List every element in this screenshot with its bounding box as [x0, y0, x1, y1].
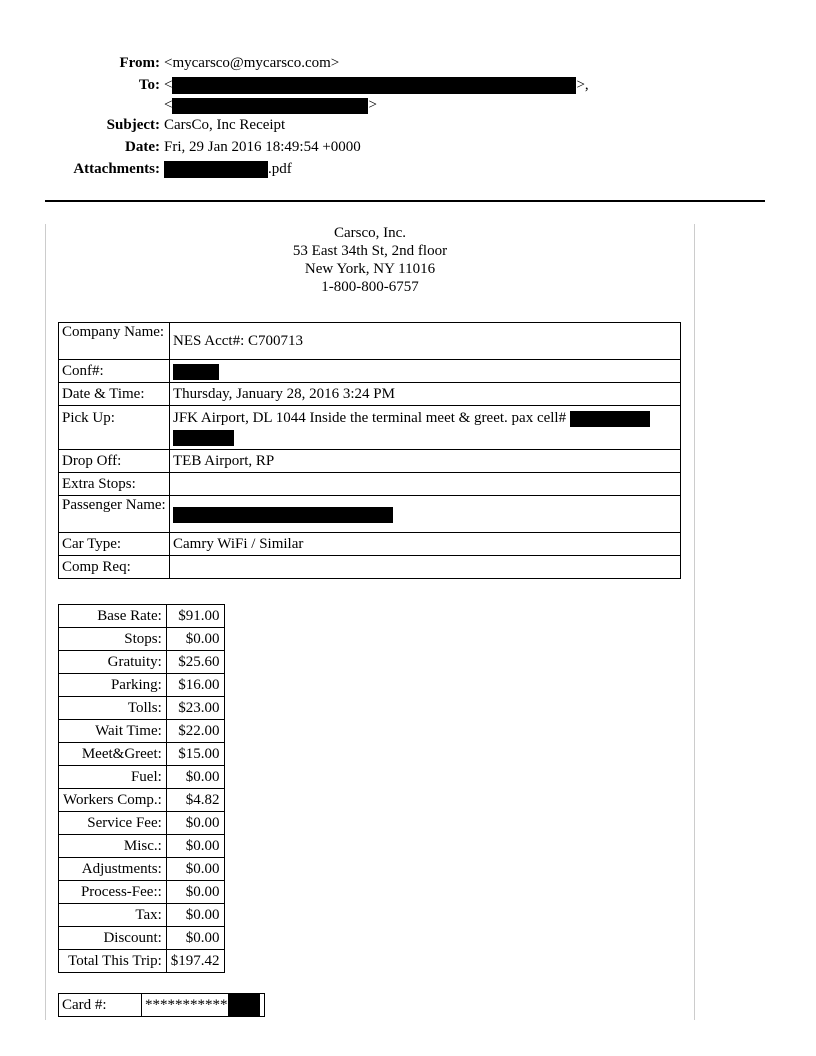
charge-value: $0.00 — [166, 835, 224, 858]
charge-label: Discount: — [59, 927, 167, 950]
subject-value: CarsCo, Inc Receipt — [164, 117, 286, 133]
table-row — [59, 766, 225, 789]
charge-label: Misc.: — [59, 835, 167, 858]
redaction-block — [173, 507, 393, 523]
table-row — [59, 697, 225, 720]
table-row — [59, 674, 225, 697]
table-row — [59, 628, 225, 651]
charge-label: Meet&Greet: — [59, 743, 167, 766]
charge-label: Gratuity: — [59, 651, 167, 674]
company-block — [46, 224, 694, 296]
redaction-block — [228, 994, 260, 1016]
charge-value: $22.00 — [166, 720, 224, 743]
charges-table — [58, 604, 225, 973]
charge-label: Wait Time: — [59, 720, 167, 743]
extrastops-label: Extra Stops: — [59, 473, 170, 496]
subject-label: Subject: — [106, 117, 160, 133]
attachments-label: Attachments: — [73, 161, 160, 177]
extrastops-value — [170, 473, 681, 496]
attachment-ext: .pdf — [268, 161, 292, 177]
charge-value: $0.00 — [166, 812, 224, 835]
dropoff-value: TEB Airport, RP — [170, 450, 681, 473]
table-row — [59, 383, 681, 406]
charge-label: Tax: — [59, 904, 167, 927]
table-row — [59, 556, 681, 579]
charge-value: $197.42 — [166, 950, 224, 973]
datetime-label: Date & Time: — [59, 383, 170, 406]
to-row — [0, 74, 816, 96]
pickup-text: JFK Airport, DL 1044 Inside the terminal meet & greet. pax cell# — [173, 410, 567, 426]
cartype-label: Car Type: — [59, 533, 170, 556]
table-row — [59, 904, 225, 927]
redaction-block — [164, 161, 268, 178]
charge-value: $0.00 — [166, 628, 224, 651]
conf-label: Conf#: — [59, 360, 170, 383]
charge-label: Tolls: — [59, 697, 167, 720]
header-divider — [45, 200, 765, 202]
table-row — [59, 406, 681, 450]
redaction-block — [173, 364, 219, 380]
table-row — [59, 605, 225, 628]
table-row — [59, 927, 225, 950]
table-row — [59, 720, 225, 743]
to-label: To: — [138, 77, 160, 93]
subject-row — [0, 114, 816, 136]
table-row — [59, 789, 225, 812]
charge-value: $0.00 — [166, 904, 224, 927]
compreq-label: Comp Req: — [59, 556, 170, 579]
charge-value: $91.00 — [166, 605, 224, 628]
company-name: Carsco, Inc. — [333, 225, 407, 241]
attachments-row — [0, 158, 816, 180]
passenger-label: Passenger Name: — [59, 496, 170, 533]
charge-value: $0.00 — [166, 766, 224, 789]
card-table — [58, 993, 265, 1017]
passenger-value — [170, 496, 681, 533]
charge-value: $25.60 — [166, 651, 224, 674]
from-row — [0, 52, 816, 74]
from-label: From: — [119, 55, 160, 71]
trip-info-table — [58, 322, 681, 579]
table-row — [59, 881, 225, 904]
company-address-line-2: New York, NY 11016 — [304, 261, 436, 277]
redaction-block — [172, 77, 576, 94]
table-row — [59, 473, 681, 496]
table-row — [59, 651, 225, 674]
charge-value: $23.00 — [166, 697, 224, 720]
charge-value: $0.00 — [166, 927, 224, 950]
to-row-2 — [0, 96, 816, 114]
charge-value: $4.82 — [166, 789, 224, 812]
charge-value: $0.00 — [166, 858, 224, 881]
charge-value: $15.00 — [166, 743, 224, 766]
table-row — [59, 450, 681, 473]
from-value[interactable]: <mycarsco@mycarsco.com> — [164, 55, 340, 71]
company-name-label: Company Name: — [59, 323, 170, 360]
dropoff-label: Drop Off: — [59, 450, 170, 473]
attachment-link[interactable] — [164, 158, 292, 180]
company-name-value: NES Acct#: C700713 — [170, 323, 681, 360]
date-value: Fri, 29 Jan 2016 18:49:54 +0000 — [164, 139, 361, 155]
content-border-right — [694, 224, 695, 1020]
redaction-block — [570, 411, 650, 427]
card-masked: *********** — [145, 997, 228, 1013]
charge-value: $16.00 — [166, 674, 224, 697]
table-row — [59, 323, 681, 360]
pickup-label: Pick Up: — [59, 406, 170, 450]
content-border-left — [45, 224, 46, 1020]
table-row — [59, 950, 225, 973]
table-row — [59, 994, 265, 1017]
charge-label: Service Fee: — [59, 812, 167, 835]
to-close: >, — [576, 77, 589, 93]
table-row — [59, 858, 225, 881]
compreq-value — [170, 556, 681, 579]
date-label: Date: — [125, 139, 160, 155]
company-address-line-1: 53 East 34th St, 2nd floor — [292, 243, 448, 259]
to-value — [164, 74, 589, 96]
pickup-value — [170, 406, 681, 450]
card-label: Card #: — [59, 994, 142, 1017]
card-value — [142, 994, 265, 1017]
to2-close: > — [368, 97, 377, 113]
table-row — [59, 812, 225, 835]
to-open: < — [164, 77, 173, 93]
charge-label: Workers Comp.: — [59, 789, 167, 812]
table-row — [59, 496, 681, 533]
table-row — [59, 533, 681, 556]
charge-label: Process-Fee:: — [59, 881, 167, 904]
charge-label: Stops: — [59, 628, 167, 651]
charge-label: Parking: — [59, 674, 167, 697]
charge-label: Total This Trip: — [59, 950, 167, 973]
table-row — [59, 360, 681, 383]
redaction-block — [173, 430, 234, 446]
conf-value — [170, 360, 681, 383]
redaction-block — [172, 98, 368, 114]
email-header — [0, 52, 816, 180]
charge-label: Base Rate: — [59, 605, 167, 628]
datetime-value: Thursday, January 28, 2016 3:24 PM — [170, 383, 681, 406]
table-row — [59, 743, 225, 766]
table-row — [59, 835, 225, 858]
charge-label: Adjustments: — [59, 858, 167, 881]
charge-value: $0.00 — [166, 881, 224, 904]
company-phone: 1-800-800-6757 — [321, 279, 419, 295]
cartype-value: Camry WiFi / Similar — [170, 533, 681, 556]
charge-label: Fuel: — [59, 766, 167, 789]
date-row — [0, 136, 816, 158]
to-value-2 — [164, 96, 377, 114]
to2-open: < — [164, 97, 173, 113]
